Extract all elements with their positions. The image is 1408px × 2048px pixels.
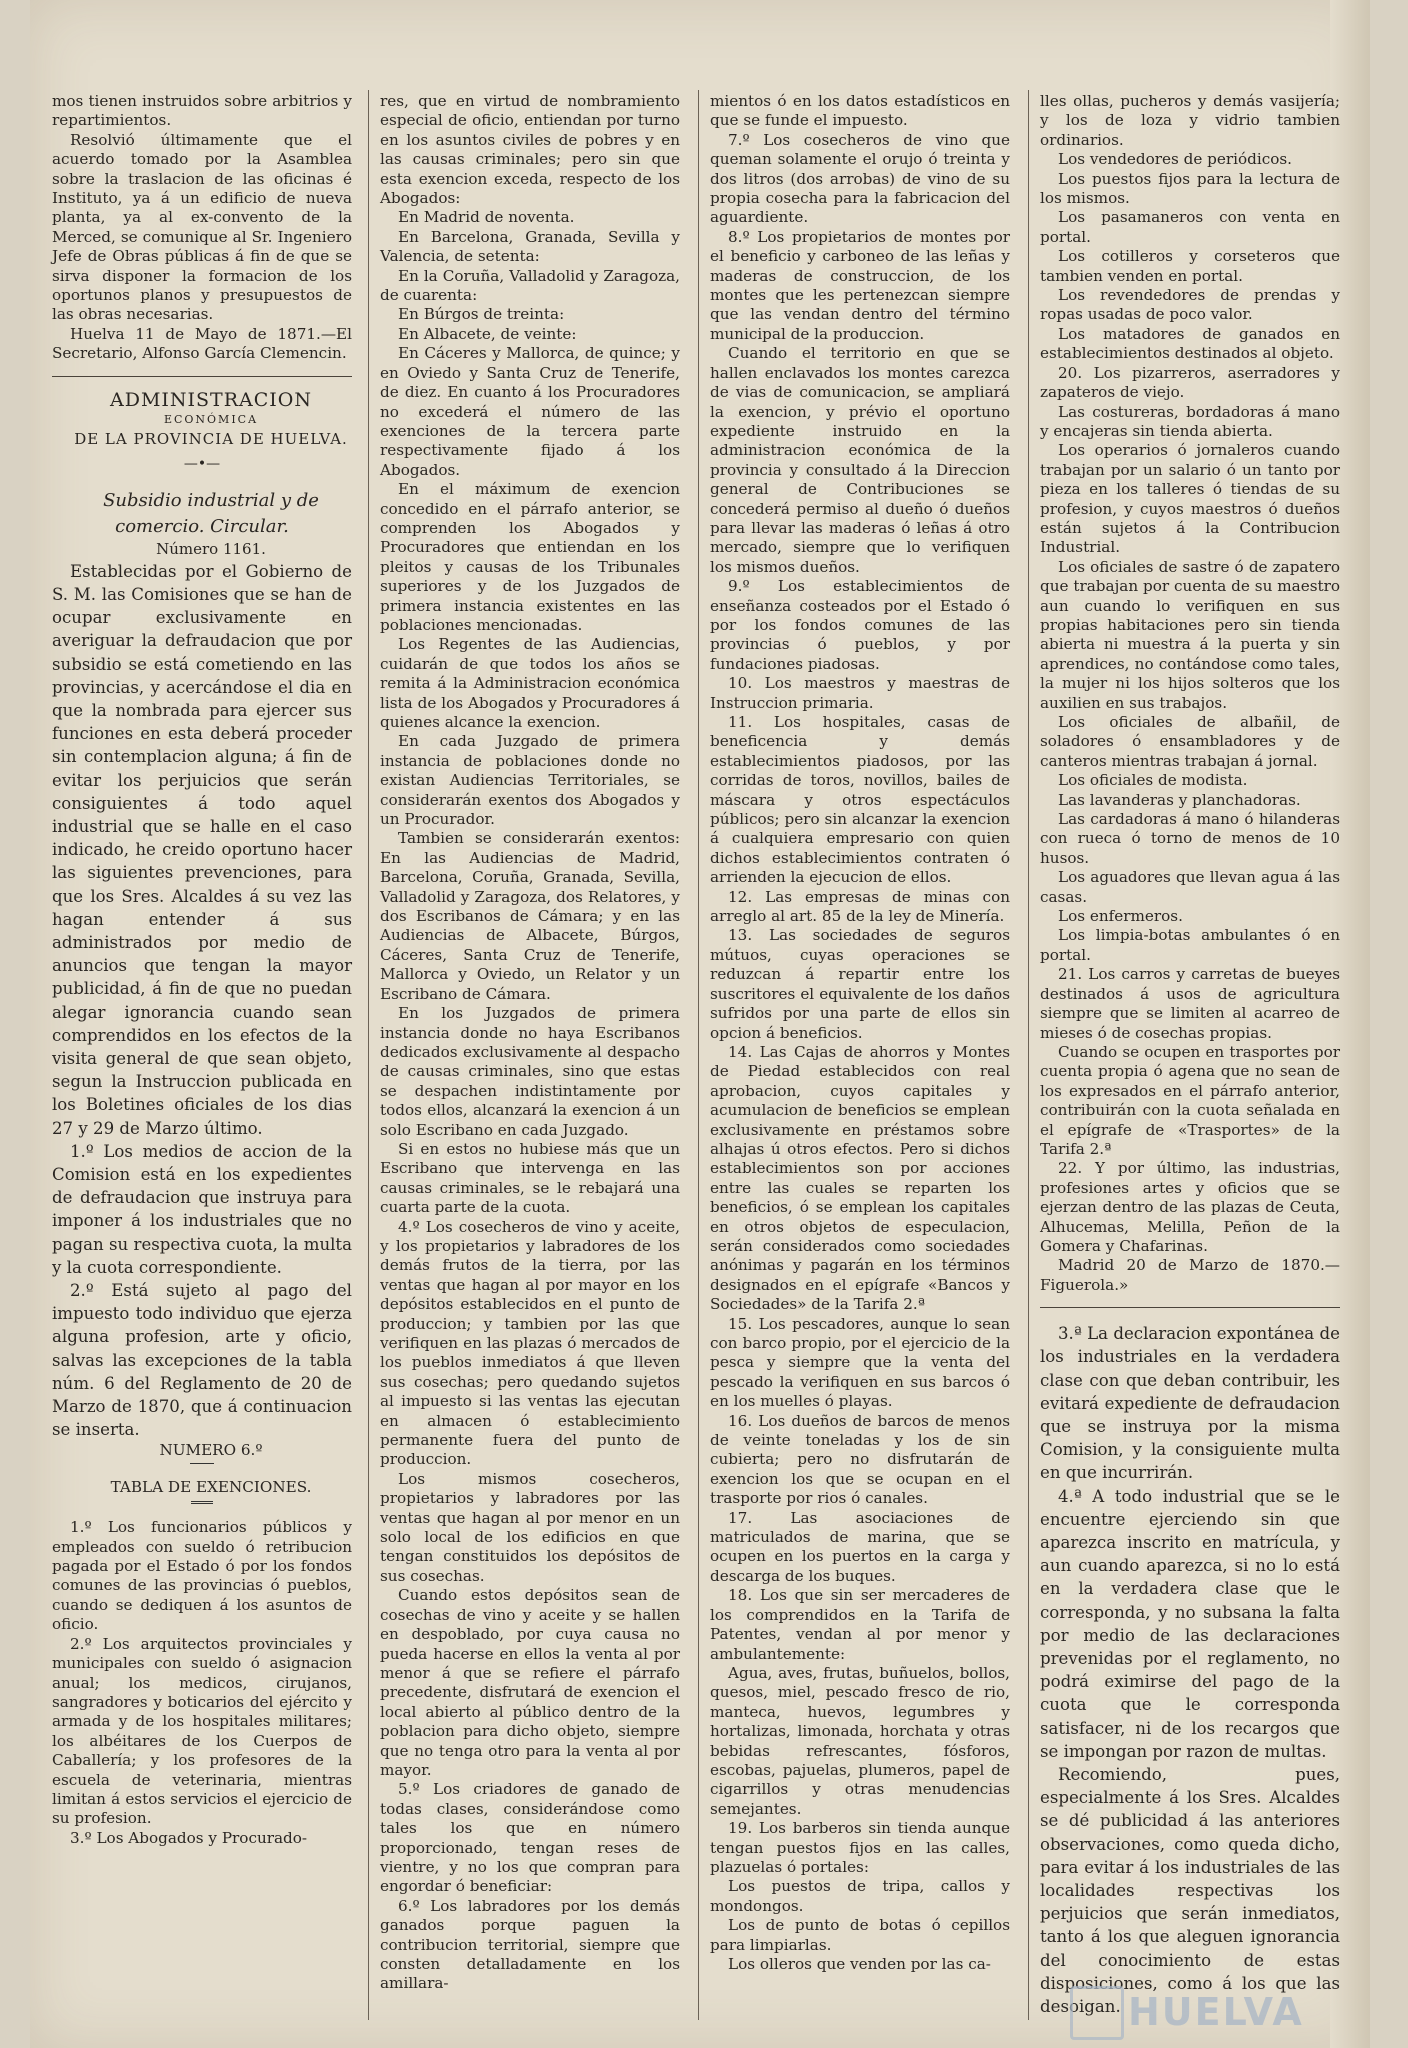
paragraph: Los limpia-botas ambulantes ó en portal. bbox=[1040, 926, 1340, 964]
paragraph: Las cardadoras á mano ó hilanderas con rueca ó torno de menos de 10 husos. bbox=[1040, 810, 1340, 867]
paragraph: Los de punto de botas ó cepillos para limpiarlas. bbox=[710, 1916, 1010, 1954]
paragraph: 12. Las empresas de minas con arreglo al art. 85 de la ley de Minería. bbox=[710, 887, 1010, 926]
paragraph: Huelva 11 de Mayo de 1871.—El Secretario, Alfonso García Clemencin. bbox=[52, 324, 352, 363]
paragraph: 17. Las asociaciones de matriculados de marina, que se ocupen en los puertos en la carga y descarga de los buques. bbox=[710, 1508, 1010, 1585]
section-rule bbox=[1040, 1307, 1340, 1308]
paragraph: 13. Las sociedades de seguros mútuos, cuyas operaciones se reduzcan á repartir entre los suscritores el equivalente de los daños sufridos por una parte de ellos sin opcion á beneficios. bbox=[710, 926, 1010, 1042]
paragraph: Las costureras, bordadoras á mano y encajeras sin tienda abierta. bbox=[1040, 402, 1340, 440]
paragraph: 4.ª A todo industrial que se le encuentre ejerciendo sin que aparezca inscrito en matrícula, y aun cuando aparezca, si no lo está en la verdadera clase que le corresponda, y no subsana la falta por medio de las declaraciones prevenidas por el reglamento, no podrá eximirse del pago de la cuota que le corresponda satisfacer, ni de los recargos que se impongan por razon de multas. bbox=[1040, 1486, 1340, 1761]
paragraph: 16. Los dueños de barcos de menos de veinte toneladas y los de sin cubierta; pero no disfrutarán de exencion los que se ocupan en el trasporte por rios ó canales. bbox=[710, 1411, 1010, 1508]
paragraph: Tambien se considerarán exentos: En las Audiencias de Madrid, Barcelona, Coruña, Granada, Sevilla, Valladolid y Zaragoza, dos Relatores, y dos Escribanos de Cámara; y en las Audiencias de Albacete, Búrgos, Cáceres, Santa Cruz de Tenerife, Mallorca y Oviedo, un Relator y un Escribano de Cámara. bbox=[380, 829, 680, 1003]
paragraph: 7.º Los cosecheros de vino que queman solamente el orujo ó treinta y dos litros (dos arrobas) de vino de su propia cosecha para la fabricacion del aguardiente. bbox=[710, 130, 1010, 227]
paragraph: Los olleros que venden por las ca- bbox=[728, 1955, 991, 1973]
paragraph: Los pasamaneros con venta en portal. bbox=[1040, 208, 1340, 246]
paragraph: Los operarios ó jornaleros cuando trabajan por un salario ó un tanto por pieza en los talleres ó tiendas de su profesion, y cuyos maestros ó dueños están sujetos á la Contribucion Industrial. bbox=[1040, 441, 1340, 557]
column-2 bbox=[380, 92, 680, 1994]
paragraph: 1.º Los medios de accion de la Comision está en los expedientes de defraudacion que instruya para imponer á los industriales que no pagan su respectiva cuota, la multa y la cuota correspondiente. bbox=[52, 1141, 352, 1277]
paragraph: 6.º Los labradores por los demás ganados porque paguen la contribucion territorial, siempre que consten detalladamente en los amillara- bbox=[380, 1896, 680, 1993]
paragraph: 8.º Los propietarios de montes por el beneficio y carboneo de las leñas y maderas de construccion, de los montes que les pertenezcan siempre que las vendan dentro del término municipal de la produccion. bbox=[710, 227, 1010, 343]
paragraph: mientos ó en los datos estadísticos en que se funde el impuesto. bbox=[710, 92, 1010, 130]
column-divider bbox=[368, 90, 369, 2020]
paragraph: 2.º Está sujeto al pago del impuesto todo individuo que ejerza alguna profesion, arte y oficio, salvas las excepciones de la tabla núm. 6 del Reglamento de 20 de Marzo de 1870, que á continuacion se inserta. bbox=[52, 1281, 352, 1440]
circular-number: Número 1161. bbox=[156, 540, 266, 559]
paragraph: 15. Los pescadores, aunque lo sean con barco propio, por el ejercicio de la pesca y siempre que la venta del pescado la verifiquen en sus barcos ó en los muelles ó playas. bbox=[710, 1314, 1010, 1411]
paragraph: Los Regentes de las Audiencias, cuidarán de que todos los años se remita á la Administracion económica lista de los Abogados y Procuradores á quienes alcance la exencion. bbox=[380, 635, 680, 731]
paragraph: 3.ª La declaracion expontánea de los industriales en la verdadera clase con que deban contribuir, les evitará expediente de defraudacion que se instruya por la misma Comision, y la consiguiente multa en que incurrirán. bbox=[1040, 1324, 1340, 1483]
paragraph: Los vendedores de periódicos. bbox=[1058, 150, 1293, 169]
paragraph: Madrid 20 de Marzo de 1870.—Figuerola.» bbox=[1040, 1256, 1340, 1294]
paragraph: Recomiendo, pues, especialmente á los Sres. Alcaldes se dé publicidad á las anteriores observaciones, como queda dicho, para evitar á los industriales de las localidades respectivas los perjuicios que serán inmediatos, tanto á los que aleguen ignorancia del conocimiento de estas disposiciones, como á los que las desoigan. bbox=[1040, 1765, 1340, 2017]
paragraph: 21. Los carros y carretas de bueyes destinados á usos de agricultura siempre que se limiten al acarreo de mieses ó de cosechas propias. bbox=[1040, 965, 1340, 1042]
paragraph: 5.º Los criadores de ganado de todas clases, considerándose como tales los que en número proporcionado, tengan reses de vientre, y no los que compran para engordar ó beneficiar: bbox=[380, 1780, 680, 1896]
paragraph: En Cáceres y Mallorca, de quince; y en Oviedo y Santa Cruz de Tenerife, de diez. En cuanto á los Procuradores no excederá el número de las exenciones de la tercera parte respectivamente fijado á los Abogados. bbox=[380, 344, 680, 479]
column-3 bbox=[710, 92, 1010, 1974]
paragraph: Los puestos fijos para la lectura de los mismos. bbox=[1040, 169, 1340, 208]
paragraph: En el máximum de exencion concedido en el párrafo anterior, se comprenden los Abogados y Procuradores que entiendan en los pleitos y causas de los Tribunales superiores y de los Juzgados de primera instancia existentes en las poblaciones mencionadas. bbox=[380, 480, 680, 634]
paragraph: Si en estos no hubiese más que un Escribano que intervenga en las causas criminales, se le rebajará una cuarta parte de la cuota. bbox=[380, 1139, 680, 1217]
paragraph: 19. Los barberos sin tienda aunque tengan puestos fijos en las calles, plazuelas ó portales: bbox=[710, 1819, 1010, 1876]
paragraph: 18. Los que sin ser mercaderes de los comprendidos en la Tarifa de Patentes, vendan al por menor y ambulantemente: bbox=[710, 1586, 1010, 1663]
paragraph: Los revendedores de prendas y ropas usadas de poco valor. bbox=[1040, 286, 1340, 324]
table-number: NUMERO 6.º bbox=[159, 1441, 263, 1460]
paragraph: En Búrgos de treinta: bbox=[398, 305, 565, 324]
ornament-rule: —•— bbox=[183, 455, 221, 472]
paragraph: Los puestos de tripa, callos y mondongos. bbox=[710, 1877, 1010, 1915]
section-subheading: ECONÓMICA bbox=[163, 413, 259, 427]
column-4 bbox=[1040, 92, 1340, 2018]
double-rule bbox=[191, 1501, 213, 1504]
paragraph: Los matadores de ganados en establecimientos destinados al objeto. bbox=[1040, 324, 1340, 363]
paragraph: 9.º Los establecimientos de enseñanza costeados por el Estado ó por los fondos comunes de las provincias ó pueblos, y por fundaciones piadosas. bbox=[710, 577, 1010, 673]
paragraph: 4.º Los cosecheros de vino y aceite, y los propietarios y labradores de los demás frutos de la tierra, por las ventas que hagan al por mayor en los depósitos establecidos en el punto de produccion; y tambien por las que verifiquen en las plazas ó mercados de los pueblos inmediatos á que lleven sus cosechas; pero quedando sujetos al impuesto si las ventas las ejecutan en almacen ó establecimiento permanente fuera del punto de produccion. bbox=[380, 1217, 680, 1469]
watermark: HUELVA bbox=[1128, 1990, 1304, 2034]
watermark-logo-icon bbox=[1070, 1986, 1124, 2040]
column-1 bbox=[52, 92, 352, 1848]
paragraph: 22. Y por último, las industrias, profesiones artes y oficios que se ejerzan dentro de las plazas de Ceuta, Alhucemas, Melilla, Peñon de la Gomera y Chafarinas. bbox=[1040, 1159, 1340, 1255]
paragraph: Cuando se ocupen en trasportes por cuenta propia ó agena que no sean de los expresados en el párrafo anterior, contribuirán con la cuota señalada en el epígrafe de «Trasportes» de la Tarifa 2.ª bbox=[1040, 1042, 1340, 1158]
section-rule bbox=[52, 376, 352, 377]
paragraph: 10. Los maestros y maestras de Instruccion primaria. bbox=[710, 674, 1010, 712]
paragraph: 20. Los pizarreros, aserradores y zapateros de viejo. bbox=[1040, 363, 1340, 402]
paragraph: Los oficiales de modista. bbox=[1058, 771, 1248, 790]
paragraph: Los mismos cosecheros, propietarios y labradores por las ventas que hagan al por menor en un solo local de los edificios en que tengan constituidos los depósitos de sus cosechas. bbox=[380, 1469, 680, 1585]
paragraph: En los Juzgados de primera instancia donde no haya Escribanos dedicados exclusivamente al despacho de causas criminales, sino que estas se despachen indistintamente por todos ellos, alcanzará la exencion á un solo Escribano en cada Juzgado. bbox=[380, 1004, 680, 1139]
paragraph: En Barcelona, Granada, Sevilla y Valencia, de setenta: bbox=[380, 227, 680, 266]
table-title: TABLA DE EXENCIONES. bbox=[110, 1477, 312, 1496]
paragraph: Los aguadores que llevan agua á las casas. bbox=[1040, 868, 1340, 906]
paragraph: Los oficiales de sastre ó de zapatero que trabajan por cuenta de su maestro aun cuando lo verifiquen en sus propias habitaciones pero sin tienda abierta ni muestra á la puerta y sin aprendices, no contándose como tales, la mujer ni los hijos solteros que los auxilien en sus trabajos. bbox=[1040, 557, 1340, 712]
paragraph: 14. Las Cajas de ahorros y Montes de Piedad establecidos con real aprobacion, cuyos capitales y acumulacion de beneficios se emplean exclusivamente en préstamos sobre alhajas ú otros efectos. Pero si dichos establecimientos son por acciones entre las cuales se reparten los beneficios, ó se emplean los capitales en otros objetos de especulacion, serán considerados como sociedades anónimas y pagarán en los términos designados en el epígrafe «Bancos y Sociedades» de la Tarifa 2.ª bbox=[710, 1042, 1010, 1314]
paragraph: Los enfermeros. bbox=[1058, 907, 1183, 926]
paragraph: Los cotilleros y corseteros que tambien venden en portal. bbox=[1040, 247, 1340, 285]
paragraph: En Madrid de noventa. bbox=[398, 208, 575, 227]
paragraph: 1.º Los funcionarios públicos y empleados con sueldo ó retribucion pagada por el Estado ó por los fondos comunes de las provincias ó pueblos, cuando se dediquen á los asuntos de oficio. bbox=[52, 1518, 352, 1634]
paragraph: 11. Los hospitales, casas de beneficencia y demás establecimientos piadosos, por las corridas de toros, novillos, bailes de máscara y otros espectáculos públicos; pero sin alcanzar la exencion á cualquiera empresario con quien dichos establecimientos contraten ó arrienden la ejecucion de ellos. bbox=[710, 713, 1010, 887]
paragraph: res, que en virtud de nombramiento especial de oficio, entiendan por turno en los asuntos civiles de pobres y en las causas criminales; pero sin que esta exencion exceda, respecto de los Abogados: bbox=[380, 92, 680, 208]
newspaper-page bbox=[30, 0, 1370, 2048]
circular-title: Subsidio industrial y de comercio. Circular. bbox=[103, 490, 319, 538]
section-heading: ADMINISTRACION bbox=[109, 388, 312, 411]
paragraph: Agua, aves, frutas, buñuelos, bollos, quesos, miel, pescado fresco de rio, manteca, huevos, legumbres y hortalizas, limonada, horchata y otras bebidas refrescantes, fósforos, escobas, pajuelas, plumeros, papel de cigarrillos y otras menudencias semejantes. bbox=[710, 1663, 1010, 1818]
paragraph: En la Coruña, Valladolid y Zaragoza, de cuarenta: bbox=[380, 266, 680, 305]
section-subheading: DE LA PROVINCIA DE HUELVA. bbox=[74, 429, 348, 448]
column-divider bbox=[1028, 90, 1029, 2020]
paragraph: 2.º Los arquitectos provinciales y municipales con sueldo ó asignacion anual; los medicos, cirujanos, sangradores y boticarios del ejército y armada y de los hospitales militares; los albéitares de los Cuerpos de Caballería; y los profesores de la escuela de veterinaria, mientras limitan á estos servicios el ejercicio de su profesion. bbox=[52, 1634, 352, 1828]
paragraph: En cada Juzgado de primera instancia de poblaciones donde no existan Audiencias Territoriales, se considerarán exentos dos Abogados y un Procurador. bbox=[380, 732, 680, 829]
short-rule bbox=[190, 1463, 214, 1464]
paragraph: Establecidas por el Gobierno de S. M. las Comisiones que se han de ocupar exclusivamente en averiguar la defraudacion que por subsidio se está cometiendo en las provincias, y acercándose el dia en que la nombrada para ejercer sus funciones en esta deberá proceder sin contemplacion alguna; á fin de evitar los perjuicios que serán consiguientes á todo aquel industrial que se halle en el caso indicado, he creido oportuno hacer las siguientes prevenciones, para que los Sres. Alcaldes á su vez las hagan entender á sus administrados por medio de anuncios que tengan la mayor publicidad, á fin de que no puedan alegar ignorancia cuando sean comprendidos en los efectos de la visita general de que sean objeto, segun la Instruccion publicada en los Boletines oficiales de los dias 27 y 29 de Marzo último. bbox=[52, 561, 352, 1138]
paragraph: Cuando el territorio en que se hallen enclavados los montes carezca de vias de comunicacion, se ampliará la exencion, y prévio el oportuno expediente instruido en la administracion económica de la provincia y consultado á la Direccion general de Contribuciones se concederá permiso al dueño ó dueños para llevar las maderas ó leñas á otro mercado, siempre que lo verifiquen los mismos dueños. bbox=[710, 344, 1010, 576]
paragraph: mos tienen instruidos sobre arbitrios y repartimientos. bbox=[52, 92, 352, 130]
paragraph: Las lavanderas y planchadoras. bbox=[1058, 790, 1301, 809]
paragraph: En Albacete, de veinte: bbox=[398, 324, 577, 343]
paragraph: lles ollas, pucheros y demás vasijería; y los de loza y vidrio tambien ordinarios. bbox=[1040, 92, 1340, 149]
paragraph: 3.º Los Abogados y Procurado- bbox=[70, 1828, 308, 1847]
column-divider bbox=[698, 90, 699, 2020]
paragraph: Los oficiales de albañil, de soladores ó ensambladores y de canteros mientras trabajan á jornal. bbox=[1040, 713, 1340, 770]
paragraph: Resolvió últimamente que el acuerdo tomado por la Asamblea sobre la traslacion de las oficinas é Instituto, ya á un edificio de nueva planta, ya al ex-convento de la Merced, se comunique al Sr. Ingeniero Jefe de Obras públicas á fin de que se sirva disponer la formacion de los oportunos planos y presupuestos de las obras necesarias. bbox=[52, 130, 352, 324]
paragraph: Cuando estos depósitos sean de cosechas de vino y aceite y se hallen en despoblado, por cuya causa no pueda hacerse en ellos la venta al por menor á que se refiere el párrafo precedente, disfrutará de exencion el local abierto al público dentro de la poblacion para dicho objeto, siempre que no tenga otro para la venta al por mayor. bbox=[380, 1586, 680, 1779]
